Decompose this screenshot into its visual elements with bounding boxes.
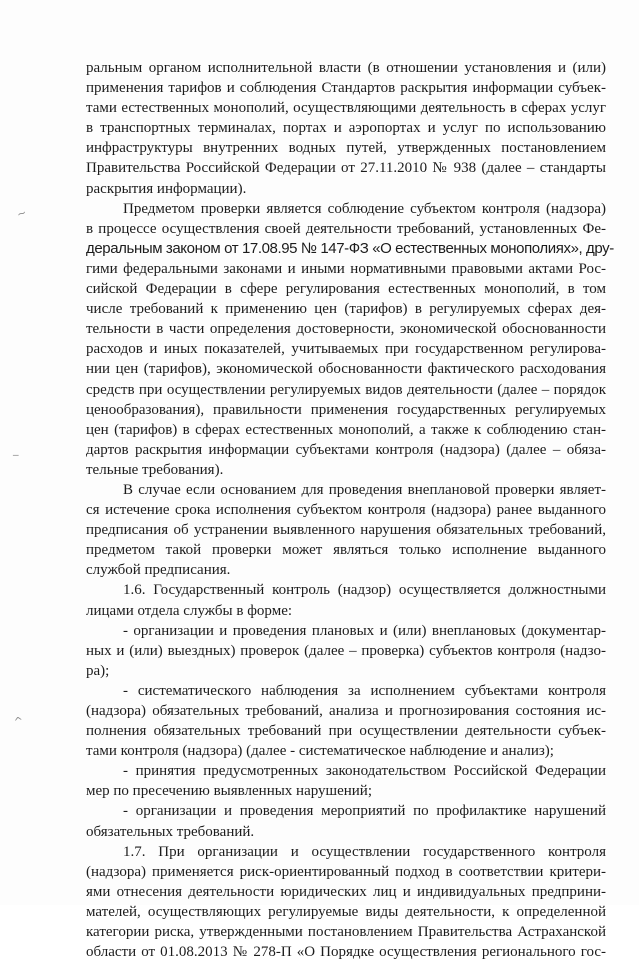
text-line: в процессе осуществления своей деятельности требований, установленных Фе- — [86, 220, 606, 237]
document-body — [86, 58, 614, 962]
text-line: обязательных требований. — [86, 823, 255, 840]
text-line: гими федеральными законами и иными нормативными правовыми актами Рос- — [86, 260, 606, 277]
text-line: сийской Федерации в сфере регулирования естественных монополий, в том — [86, 281, 606, 298]
text-line: деральным законом от 17.08.95 № 147-ФЗ «О естественных монополиях», дру- — [86, 239, 614, 257]
margin-pen-mark: ^ — [12, 714, 25, 729]
text-line: области от 01.08.2013 № 278-П «О Порядке осуществления регионального гос- — [86, 944, 606, 961]
text-line: ценообразования), правильности применения государственных регулируемых — [86, 401, 606, 418]
text-line: ра); — [86, 662, 110, 679]
text-line: тами контроля (надзора) (далее - систематическое наблюдение и анализ); — [86, 743, 554, 760]
text-line: полнения обязательных требований при осуществлении деятельности субъек- — [86, 723, 606, 740]
margin-pen-mark: ~ — [15, 205, 29, 222]
text-line: ся истечение срока исполнения субъектом контроля (надзора) ранее выданного — [86, 502, 606, 519]
paragraph-first-line: 1.7. При организации и осуществлении государственного контроля — [123, 843, 606, 860]
text-line: тельные требования). — [86, 461, 224, 478]
text-line: в транспортных терминалах, портах и аэропортах и услуг по использованию — [86, 120, 606, 137]
list-item-first-line: - организации и проведения плановых и (или) внеплановых (документар- — [123, 622, 606, 639]
text-line: мателей, осуществляющих регулируемые виды деятельности, к определенной — [86, 903, 606, 920]
text-line: средств при осуществлении регулируемых видов деятельности (далее – порядок — [86, 381, 606, 398]
text-line: расходов и иных показателей, учитываемых при государственном регулирова- — [86, 341, 606, 358]
list-item-first-line: - систематического наблюдения за исполнением субъектами контроля — [123, 682, 606, 699]
text-line: тельности в части определения достоверности, экономической обоснованности — [86, 321, 606, 338]
text-line: ных и (или) выездных) проверок (далее – проверка) субъектов контроля (надзо- — [86, 642, 606, 659]
text-line: предметом такой проверки может являться только исполнение выданного — [86, 542, 606, 559]
text-line: категории риска, утвержденными постановлением Правительства Астраханской — [86, 924, 606, 941]
paragraph-first-line: 1.6. Государственный контроль (надзор) осуществляется должностными — [123, 582, 606, 599]
text-line: лицами отдела службы в форме: — [86, 602, 293, 619]
text-line: тами естественных монополий, осуществляющими деятельность в сферах услуг — [86, 100, 606, 117]
text-line: ральным органом исполнительной власти (в отношении установления и (или) — [86, 60, 606, 76]
text-line: раскрытия информации). — [86, 180, 247, 197]
text-line: применения тарифов и соблюдения Стандартов раскрытия информации субъек- — [86, 80, 606, 97]
text-line: дартов раскрытия информации субъектами контроля (надзора) (далее – обяза- — [86, 441, 606, 458]
text-line: службой предписания. — [86, 562, 231, 579]
paragraph-first-line: В случае если основанием для проведения внеплановой проверки являет- — [123, 481, 606, 498]
text-line: числе требований к применению цен (тарифов) в регулируемых сферах дея- — [86, 301, 606, 318]
text-line: Правительства Российской Федерации от 27.11.2010 № 938 (далее – стандарты — [86, 160, 606, 177]
list-item-first-line: - организации и проведения мероприятий по профилактике нарушений — [123, 803, 606, 820]
text-line: ями отнесения деятельности юридических лиц и индивидуальных предприни- — [86, 883, 606, 900]
list-item-first-line: - принятия предусмотренных законодательством Российской Федерации — [123, 763, 606, 780]
text-line: (надзора) применяется риск-ориентированный подход в соответствии критери- — [86, 863, 606, 880]
text-line: (надзора) обязательных требований, анализа и прогнозирования состояния ис- — [86, 703, 606, 719]
text-line: нии цен (тарифов), экономической обоснованности фактического расходования — [86, 361, 606, 378]
margin-pen-mark: ‾ — [13, 453, 19, 466]
paragraph-first-line: Предметом проверки является соблюдение субъектом контроля (надзора) — [123, 200, 606, 217]
text-line: инфраструктуры внутренних водных путей, утвержденных постановлением — [86, 140, 606, 157]
text-line: предписания об устранении выявленного нарушения обязательных требований, — [86, 522, 606, 539]
text-line: цен (тарифов) в сферах естественных монополий, а также к соблюдению стан- — [86, 421, 606, 438]
text-line: мер по пресечению выявленных нарушений; — [86, 783, 372, 800]
